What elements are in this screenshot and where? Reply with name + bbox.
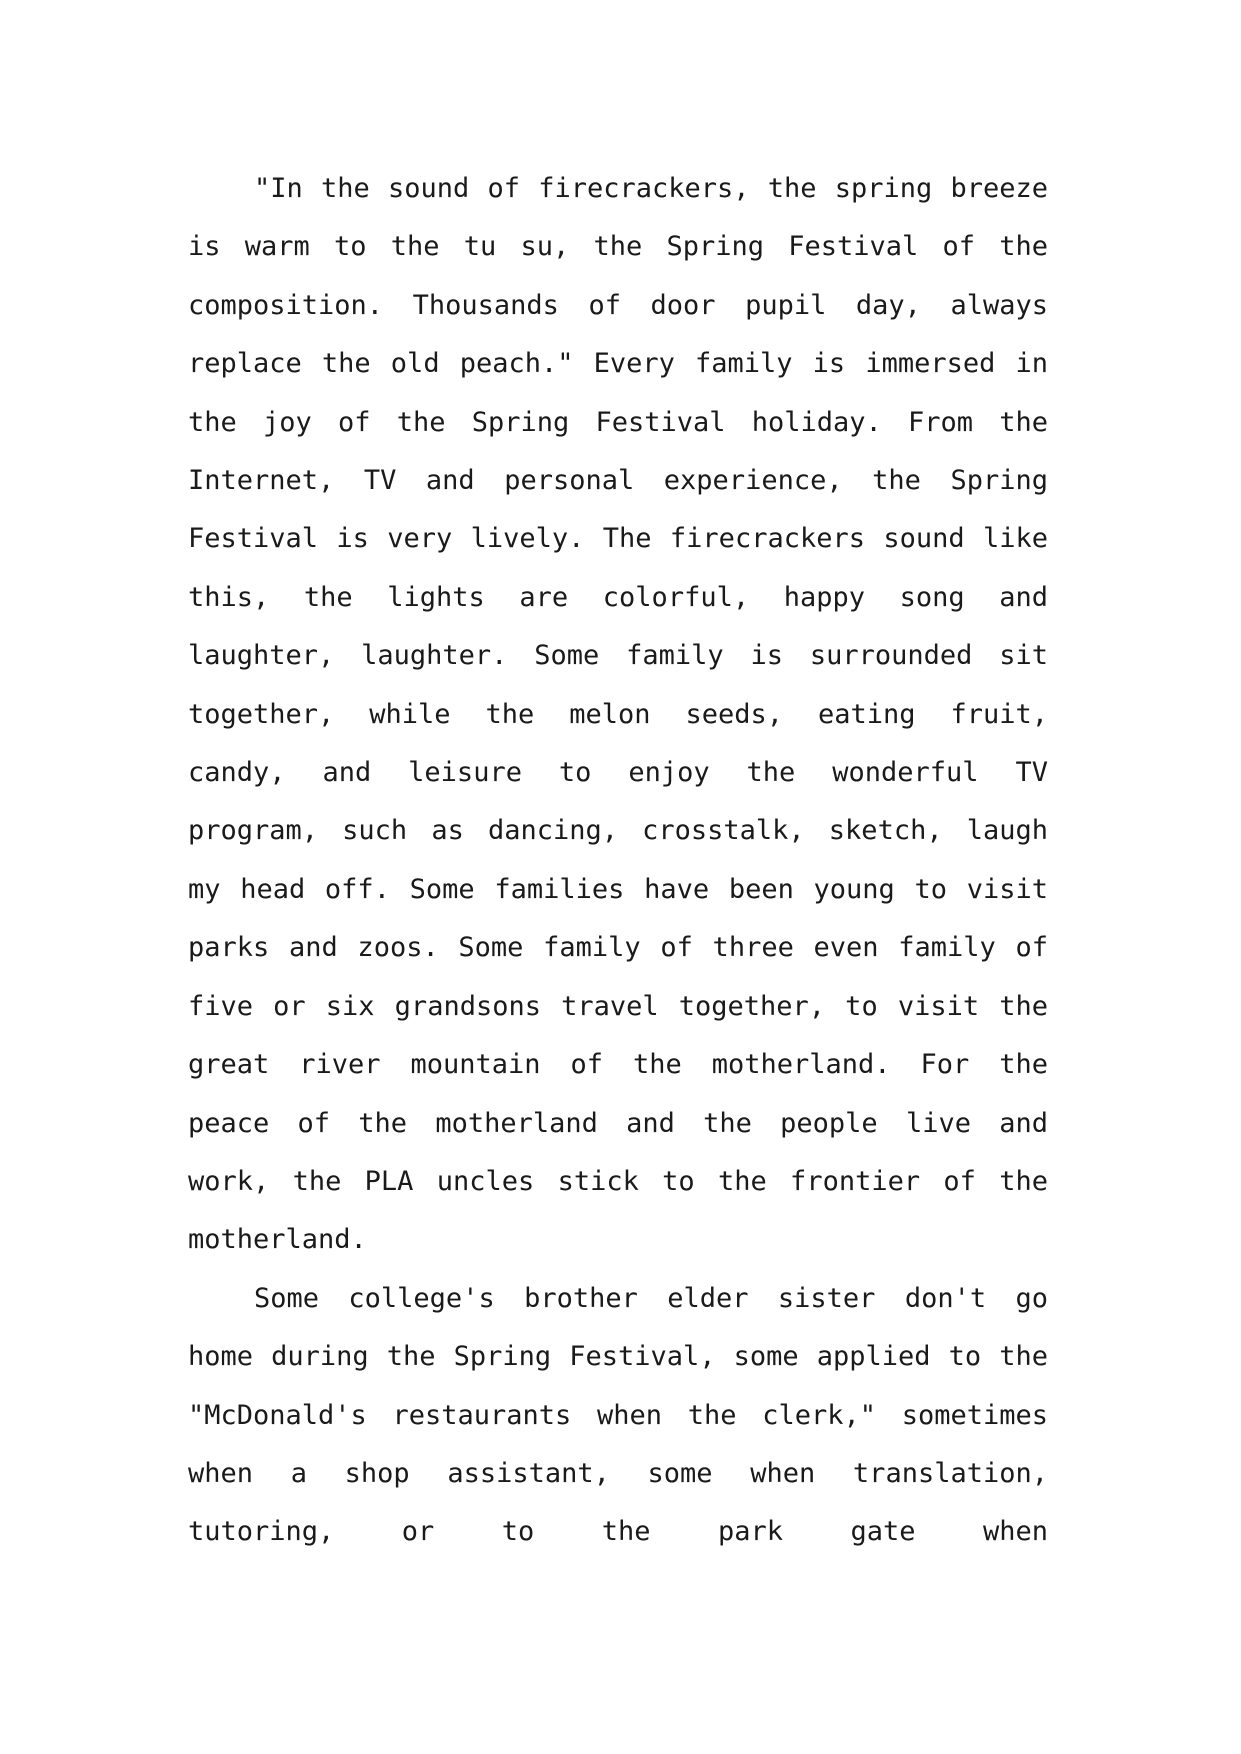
paragraph-spring-festival: "In the sound of firecrackers, the spring breeze is warm to the tu su, the Spring Festival of the composition. Thousands of door pupil day, always replace the old peach." Every family is immersed in the joy of the Spring Festival holiday. From the Internet, TV and personal experience, the Spring Festival is very lively. The firecrackers sound like this, the lights are colorful, happy song and laughter, laughter. Some family is surrounded sit together, while the melon seeds, eating fruit, candy, and leisure to enjoy the wonderful TV program, such as dancing, crosstalk, sketch, laugh my head off. Some families have been young to visit parks and zoos. Some family of three even family of five or six grandsons travel together, to visit the great river mountain of the motherland. For the peace of the motherland and the people live and work, the PLA uncles stick to the frontier of the motherland. — [188, 173, 1048, 1256]
paragraph-college-students: Some college's brother elder sister don't go home during the Spring Festival, some applied to the "McDonald's restaurants when the clerk," sometimes when a shop assistant, some when translation, tutoring, or to the park gate when — [188, 1282, 1048, 1548]
body-text — [188, 160, 1048, 1562]
